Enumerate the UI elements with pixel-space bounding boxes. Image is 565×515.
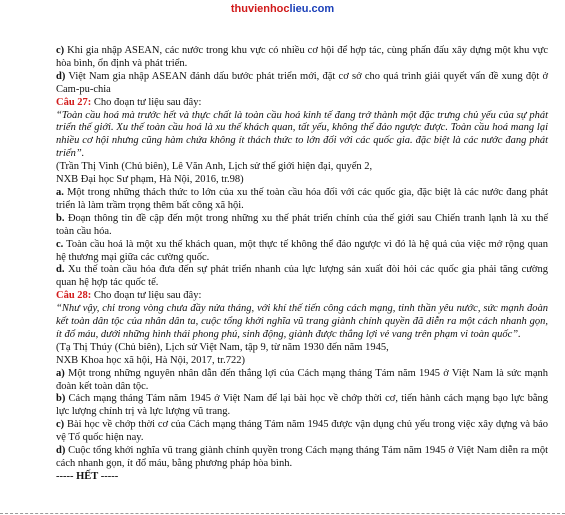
question-prompt: Cho đoạn tư liệu sau đây:: [91, 290, 202, 302]
option-letter: d): [56, 70, 66, 82]
q26-option-c: [56, 45, 548, 71]
option-text: Một trong những nguyên nhân dẫn đến thắng lợi của Cách mạng tháng Tám năm 1945 ở Việt Nam là sức mạnh đoàn kết toàn dân tộc.: [56, 367, 548, 392]
option-text: Toàn cầu hoá là một xu thế khách quan, một thực tế không thể đảo ngược vì đó là hệ quả của việc mở rộng quan hệ thương mại giữa các cường quốc.: [56, 238, 548, 263]
q27-heading: [56, 97, 548, 110]
q27-source-line-1: (Trần Thị Vinh (Chủ biên), Lê Văn Anh, Lịch sử thế giới hiện đại, quyển 2,: [56, 161, 373, 173]
option-letter: d.: [56, 264, 65, 276]
option-letter: a.: [56, 186, 64, 198]
q27-option-d: [56, 264, 548, 290]
q28-option-c: [56, 419, 548, 445]
question-prompt: Cho đoạn tư liệu sau đây:: [91, 96, 202, 108]
q28-heading: [56, 290, 548, 303]
q28-option-d: [56, 445, 548, 471]
option-letter: c.: [56, 238, 64, 250]
q27-source-line-2: NXB Đại học Sư phạm, Hà Nội, 2016, tr.98): [56, 174, 244, 186]
option-text: Khi gia nhập ASEAN, các nước trong khu vực có nhiều cơ hội để hợp tác, cùng phấn đấu xây dựng một khu vực hòa bình, ổn định và phát triển.: [56, 45, 548, 69]
q28-option-b: [56, 393, 548, 419]
option-text: Cuộc tổng khởi nghĩa vũ trang giành chính quyền trong Cách mạng tháng Tám năm 1945 ở Việt Nam diễn ra một cách nhanh gọn, ít đổ máu, bằng phương pháp hòa bình.: [56, 445, 548, 469]
site-watermark[interactable]: [0, 3, 565, 15]
q28-quote: “Như vậy, chỉ trong vòng chưa đầy nửa tháng, với khí thế tiến công cách mạng, tinh thần yêu nước, sức mạnh đoàn kết toàn dân tộc của nhân dân ta, cuộc tổng khởi nghĩa vũ trang giành chính quyền đã diễn ra một cách nhanh gọn, ít đổ máu, dưới những hình thái phong phú, sinh động, giành được thắng lợi vẻ vang trên phạm vi toàn quốc”.: [56, 303, 548, 340]
q27-option-c: [56, 239, 548, 265]
end-marker: ----- HẾT -----: [56, 470, 119, 482]
site-name-part-2: lieu.com: [289, 3, 335, 15]
option-letter: a): [56, 367, 65, 379]
option-text: Cách mạng tháng Tám năm 1945 ở Việt Nam để lại bài học về chớp thời cơ, tiến hành cách mạng bạo lực bằng lực lượng chính trị và lực lượng vũ trang.: [56, 393, 548, 418]
option-letter: b.: [56, 212, 65, 224]
option-letter: b): [56, 393, 66, 405]
option-letter: c): [56, 419, 65, 431]
q26-option-d: [56, 71, 548, 97]
option-text: Xu thế toàn cầu hóa đưa đến sự phát triển nhanh của lực lượng sản xuất đòi hỏi các quốc gia phải tăng cường quan hệ hợp tác quốc tế.: [56, 264, 548, 289]
q28-option-a: [56, 368, 548, 394]
q27-quote: “Toàn cầu hoá mà trước hết và thực chất là toàn cầu hoá kinh tế đang trở thành một đặc trưng chủ yếu của sự phát triển thế giới. Xu thế toàn cầu hoá là xu thế khách quan, tất yếu, không thể đảo ngược được. Toàn cầu hoá mang lại nhiều cơ hội nhưng cũng hàm chứa không ít thách thức to lớn đối với các quốc gia. đặc biệt là các nước đang phát triển”.: [56, 109, 548, 160]
option-letter: d): [56, 445, 66, 457]
site-name-part-1: thuvienhoc: [230, 3, 290, 15]
question-label: Câu 27:: [56, 96, 92, 108]
option-text: Bài học về chớp thời cơ của Cách mạng tháng Tám năm 1945 được vận dụng chủ yếu trong việc xây dựng và bảo vệ Tổ quốc hiện nay.: [56, 419, 548, 444]
option-text: Một trong những thách thức to lớn của xu thế toàn cầu hóa đối với các quốc gia, đặc biệt là các nước đang phát triển là làm trầm trọng thêm bất công xã hội.: [56, 186, 548, 211]
q28-source-line-1: (Tạ Thị Thúy (Chủ biên), Lịch sử Việt Nam, tập 9, từ năm 1930 đến năm 1945,: [56, 341, 389, 353]
q27-option-a: [56, 187, 548, 213]
option-text: Việt Nam gia nhập ASEAN đánh dấu bước phát triển mới, đặt cơ sở cho quá trình giải quyết vấn đề xung đột ở Cam-pu-chia: [56, 70, 548, 95]
option-letter: c): [56, 45, 65, 56]
exam-content: [56, 45, 548, 484]
option-text: Đoạn thông tin đề cập đến một trong những xu thế phát triển chính của thế giới sau Chiến tranh lạnh là xu thế toàn cầu hóa.: [56, 212, 548, 237]
question-label: Câu 28:: [56, 290, 92, 302]
q28-source-line-2: NXB Khoa học xã hội, Hà Nội, 2017, tr.722): [56, 354, 245, 366]
q27-option-b: [56, 213, 548, 239]
